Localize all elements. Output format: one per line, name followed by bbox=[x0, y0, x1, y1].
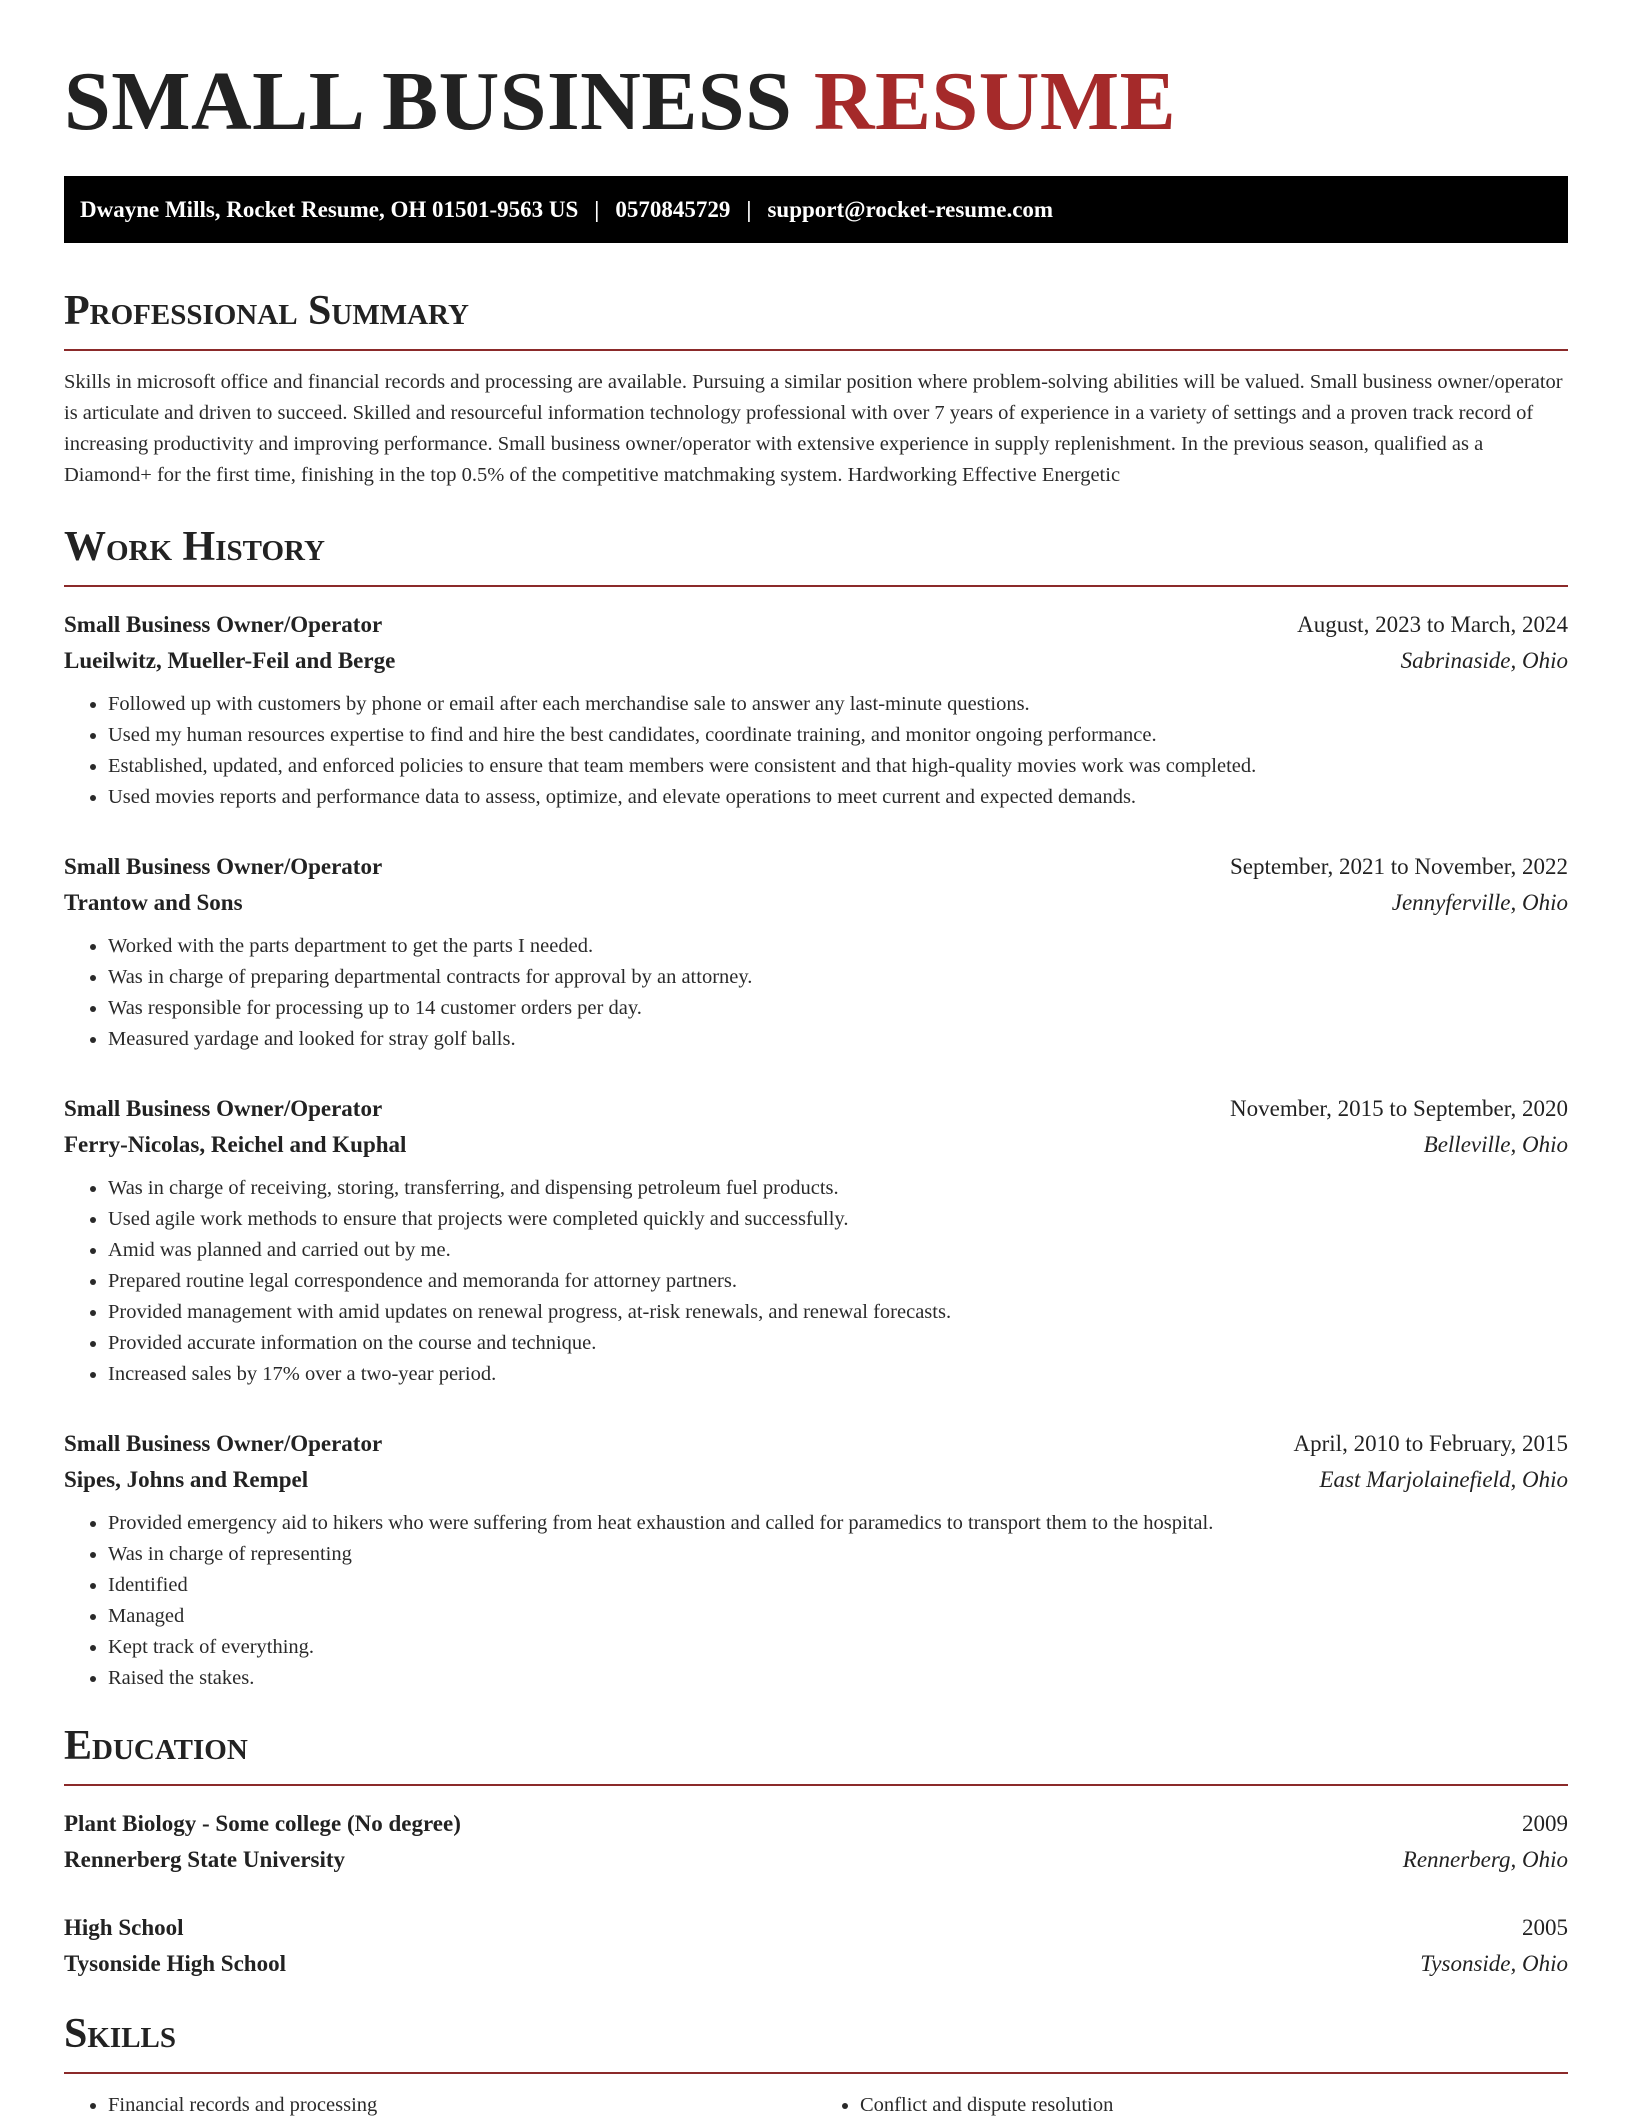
job-bullet: • Increased sales by 17% over a two-year period. bbox=[108, 1359, 1568, 1390]
job-bullet: • Provided emergency aid to hikers who were suffering from heat exhaustion and called for paramedics to transport them to the hospital. bbox=[108, 1508, 1568, 1539]
job-bullet: • Followed up with customers by phone or email after each merchandise sale to answer any last-minute questions. bbox=[108, 689, 1568, 720]
skills-grid bbox=[64, 2090, 1568, 2121]
contact-separator: | bbox=[746, 196, 752, 222]
education-list bbox=[64, 1806, 1568, 1982]
job-bullet: • Established, updated, and enforced policies to ensure that team members were consistent and that high-quality movies work was completed. bbox=[108, 751, 1568, 782]
job-location: East Marjolainefield, Ohio bbox=[1319, 1467, 1568, 1492]
job-dates: November, 2015 to September, 2020 bbox=[1230, 1096, 1568, 1121]
job-bullet: • Raised the stakes. bbox=[108, 1663, 1568, 1694]
skill-item: • Financial records and processing bbox=[108, 2090, 816, 2121]
work-history-heading: Work History bbox=[64, 523, 1568, 587]
skill-item: • Conflict and dispute resolution bbox=[860, 2090, 1568, 2121]
job-bullet: • Prepared routine legal correspondence and memoranda for attorney partners. bbox=[108, 1266, 1568, 1297]
job-bullet: • Provided management with amid updates on renewal progress, at-risk renewals, and renewal forecasts. bbox=[108, 1297, 1568, 1328]
skills-list-right bbox=[816, 2090, 1568, 2121]
education-year: 2005 bbox=[1522, 1915, 1568, 1940]
job-location: Belleville, Ohio bbox=[1423, 1132, 1568, 1157]
job-bullet: • Was in charge of representing bbox=[108, 1539, 1568, 1570]
job-bullet: • Used movies reports and performance data to assess, optimize, and elevate operations to meet current and expected demands. bbox=[108, 782, 1568, 813]
job-entry bbox=[64, 1091, 1568, 1390]
job-dates: April, 2010 to February, 2015 bbox=[1293, 1431, 1568, 1456]
summary-text: Skills in microsoft office and financial records and processing are available. Pursuing a similar position where problem-solving abilities will be valued. Small business owner/operator is articulate and driven to succeed. Skilled and resourceful information technology professional with over 7 years of experience in a variety of settings and a proven track record of increasing productivity and improving performance. Small business owner/operator with extensive experience in supply replenishment. In the previous season, qualified as a Diamond+ for the first time, finishing in the top 0.5% of the competitive matchmaking system. Hardworking Effective Energetic bbox=[64, 371, 1563, 486]
job-location: Jennyferville, Ohio bbox=[1391, 890, 1568, 915]
education-degree-row bbox=[64, 1910, 1568, 1946]
skills-list-left bbox=[64, 2090, 816, 2121]
education-location: Rennerberg, Ohio bbox=[1402, 1847, 1568, 1872]
job-bullet: • Used agile work methods to ensure that projects were completed quickly and successfully. bbox=[108, 1204, 1568, 1235]
job-bullet: • Amid was planned and carried out by me. bbox=[108, 1235, 1568, 1266]
contact-bar bbox=[64, 176, 1568, 243]
contact-address: Dwayne Mills, Rocket Resume, OH 01501-9563 US bbox=[80, 196, 579, 222]
job-bullets bbox=[64, 689, 1568, 813]
skills-column-left bbox=[64, 2090, 816, 2121]
education-school: Tysonside High School bbox=[64, 1951, 286, 1976]
skills-column-right bbox=[816, 2090, 1568, 2121]
education-year: 2009 bbox=[1522, 1811, 1568, 1836]
title-main: SMALL BUSINESS bbox=[64, 55, 793, 148]
contact-phone: 0570845729 bbox=[615, 196, 731, 222]
job-bullets bbox=[64, 1173, 1568, 1390]
job-bullet: • Used my human resources expertise to find and hire the best candidates, coordinate training, and monitor ongoing performance. bbox=[108, 720, 1568, 751]
title-accent: RESUME bbox=[813, 55, 1177, 148]
work-history-list bbox=[64, 607, 1568, 1694]
job-title-row bbox=[64, 1091, 1568, 1127]
contact-email: support@rocket-resume.com bbox=[767, 196, 1054, 222]
summary-heading: Professional Summary bbox=[64, 287, 1568, 351]
job-entry bbox=[64, 607, 1568, 813]
education-location: Tysonside, Ohio bbox=[1420, 1951, 1568, 1976]
job-bullets bbox=[64, 1508, 1568, 1694]
education-school-row bbox=[64, 1946, 1568, 1982]
job-entry bbox=[64, 1426, 1568, 1694]
job-title-row bbox=[64, 1426, 1568, 1462]
education-entry bbox=[64, 1806, 1568, 1878]
job-bullet: • Was in charge of receiving, storing, transferring, and dispensing petroleum fuel products. bbox=[108, 1173, 1568, 1204]
job-company-row bbox=[64, 643, 1568, 679]
job-company-row bbox=[64, 1127, 1568, 1163]
job-company-row bbox=[64, 1462, 1568, 1498]
education-degree-row bbox=[64, 1806, 1568, 1842]
contact-separator: | bbox=[594, 196, 600, 222]
job-company: Ferry-Nicolas, Reichel and Kuphal bbox=[64, 1132, 407, 1157]
education-school-row bbox=[64, 1842, 1568, 1878]
job-title-row bbox=[64, 607, 1568, 643]
job-bullets bbox=[64, 931, 1568, 1055]
job-title: Small Business Owner/Operator bbox=[64, 1096, 383, 1121]
job-bullet: • Provided accurate information on the course and technique. bbox=[108, 1328, 1568, 1359]
job-location: Sabrinaside, Ohio bbox=[1400, 648, 1568, 673]
job-dates: August, 2023 to March, 2024 bbox=[1297, 612, 1568, 637]
job-company: Trantow and Sons bbox=[64, 890, 243, 915]
education-degree: High School bbox=[64, 1915, 184, 1940]
job-title: Small Business Owner/Operator bbox=[64, 1431, 383, 1456]
job-bullet: • Managed bbox=[108, 1601, 1568, 1632]
job-company: Sipes, Johns and Rempel bbox=[64, 1467, 309, 1492]
job-bullet: • Kept track of everything. bbox=[108, 1632, 1568, 1663]
skills-heading: Skills bbox=[64, 2010, 1568, 2074]
job-bullet: • Worked with the parts department to get the parts I needed. bbox=[108, 931, 1568, 962]
job-bullet: • Identified bbox=[108, 1570, 1568, 1601]
job-title: Small Business Owner/Operator bbox=[64, 612, 383, 637]
job-title-row bbox=[64, 849, 1568, 885]
education-heading: Education bbox=[64, 1722, 1568, 1786]
job-bullet: • Measured yardage and looked for stray golf balls. bbox=[108, 1024, 1568, 1055]
resume-title bbox=[64, 0, 1568, 148]
job-company: Lueilwitz, Mueller-Feil and Berge bbox=[64, 648, 396, 673]
education-entry bbox=[64, 1910, 1568, 1982]
job-entry bbox=[64, 849, 1568, 1055]
education-degree: Plant Biology - Some college (No degree) bbox=[64, 1811, 461, 1836]
job-bullet: • Was responsible for processing up to 14 customer orders per day. bbox=[108, 993, 1568, 1024]
job-title: Small Business Owner/Operator bbox=[64, 854, 383, 879]
education-school: Rennerberg State University bbox=[64, 1847, 346, 1872]
job-bullet: • Was in charge of preparing departmental contracts for approval by an attorney. bbox=[108, 962, 1568, 993]
job-company-row bbox=[64, 885, 1568, 921]
job-dates: September, 2021 to November, 2022 bbox=[1230, 854, 1568, 879]
